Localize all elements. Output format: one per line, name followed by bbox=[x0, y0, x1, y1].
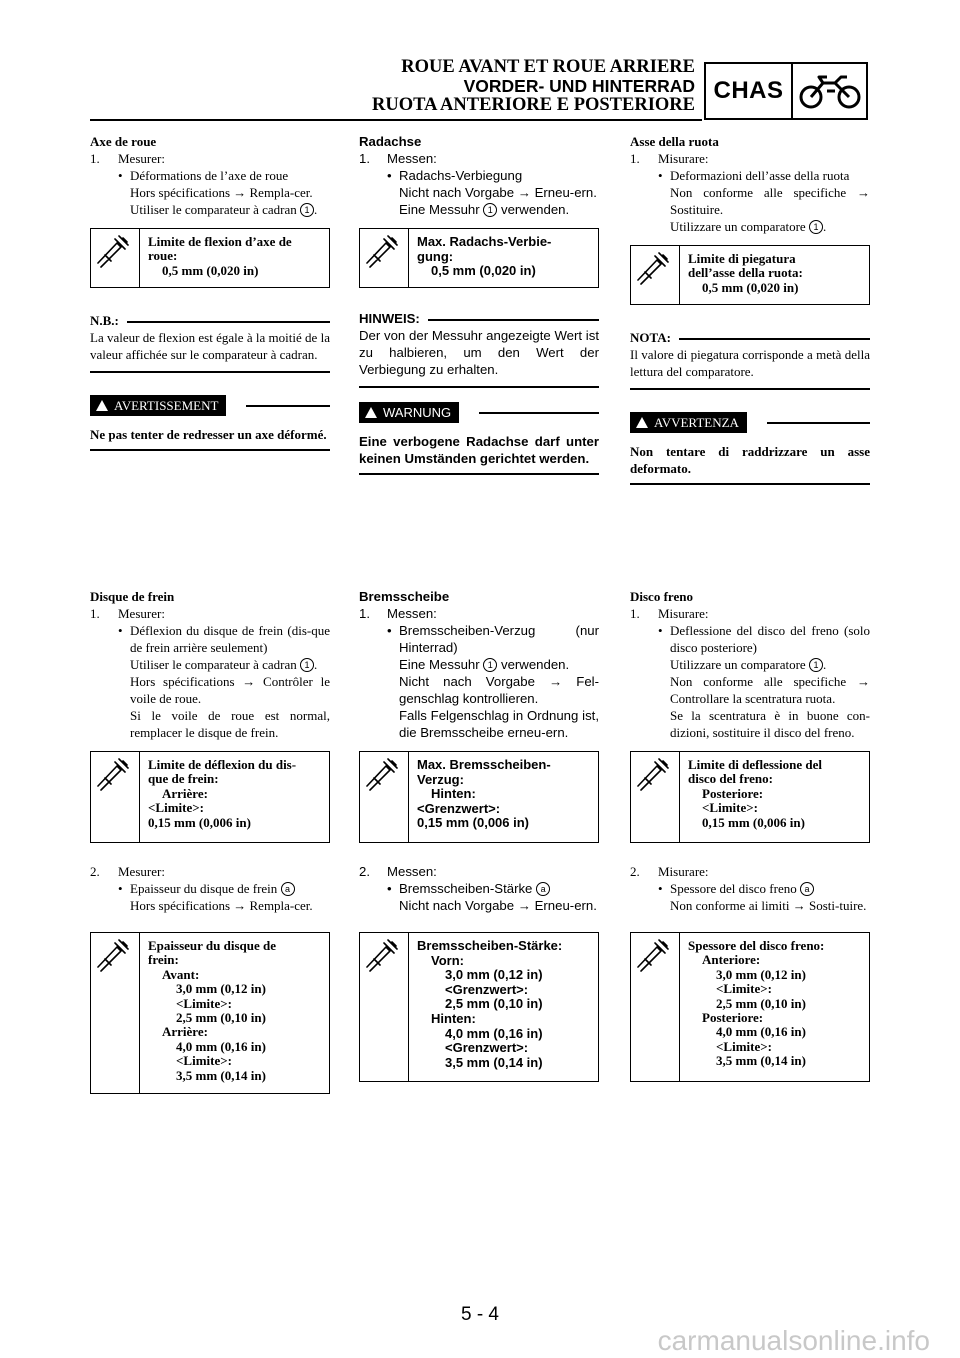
instruction: Falls Felgenschlag in Ordnung ist, die Bremsscheibe erneu-ern. bbox=[399, 708, 599, 740]
warning-icon bbox=[365, 407, 377, 418]
instruction: Utilizzare un comparatore 1 . bbox=[670, 219, 827, 234]
ref-marker: 1 bbox=[483, 658, 497, 672]
bullet-item: Bremsscheiben-Stärke a bbox=[399, 880, 550, 897]
wrench-icon bbox=[360, 229, 409, 287]
spec-box: Max. Radachs-Verbie- gung: 0,5 mm (0,020 in) bbox=[359, 228, 599, 288]
spec-box: Bremsscheiben-Stärke: Vorn: 3,0 mm (0,12 in) <Grenzwert>: 2,5 mm (0,10 in) Hinten: 4,0 mm (0,16 in) <Grenzwert>: 3,5 mm (0,14 in) bbox=[359, 932, 599, 1082]
header-rule bbox=[90, 119, 702, 121]
step-label: Messen: bbox=[387, 864, 437, 879]
instruction: Eine Messuhr 1 verwenden. bbox=[399, 202, 570, 217]
step-label: Misurare: bbox=[658, 151, 709, 166]
warning-header: AVVERTENZA bbox=[630, 412, 870, 433]
wrench-icon bbox=[360, 752, 409, 842]
wrench-icon bbox=[91, 752, 140, 842]
watermark: carmanualsonline.info bbox=[657, 1325, 930, 1356]
step-label: Mesurer: bbox=[118, 606, 165, 621]
note-end-rule bbox=[630, 388, 870, 390]
motorcycle-icon bbox=[793, 64, 866, 118]
section-label: CHAS bbox=[706, 64, 793, 118]
note-header: NOTA: bbox=[630, 329, 870, 346]
warning-text: Eine verbogene Radachse darf unter keinen Umständen gerichtet werden. bbox=[359, 434, 599, 466]
section-heading: Radachse bbox=[359, 134, 422, 149]
instruction: Non conforme ai limiti → Sosti-tuire. bbox=[670, 898, 867, 913]
instruction: Non conforme alle specifiche → Controllare la scentratura ruota. bbox=[670, 674, 870, 706]
bullet-item: Déflexion du disque de frein (dis-que de frein arrière seulement) bbox=[130, 623, 330, 655]
wrench-icon bbox=[631, 752, 680, 842]
it-disc-section: Disco freno 1. Misurare: • Deflessione del disco del freno (solo disco posteriore) Utilizzare un comparatore 1 . Non conforme alle specifiche → Controllare la scentratura ruota. Se la scentratura è in buone con-dizioni, sostituire il disco del freno. Limite di deflessione del disco del freno: Posteriore: <Limite>: 0,15 mm (0,006 in) 2. Misurare: • Spessore del disco freno a Non conforme ai limiti → Sosti-tuire. Spessore del disco freno: Anteriore: 3,0 mm (0,12 in) <Limite>: 2,5 mm (0,10 in) Posteriore: 4,0 mm (0,16 in) <Limite>: 3,5 mm (0,14 in) bbox=[630, 588, 870, 1082]
warning-icon bbox=[96, 400, 108, 411]
spec-box: Limite de flexion d’axe de roue: 0,5 mm (0,020 in) bbox=[90, 228, 330, 288]
instruction: Non conforme alle specifiche → Sostituire. bbox=[670, 185, 870, 217]
section-tab bbox=[704, 62, 868, 120]
instruction: Nicht nach Vorgabe → Erneu-ern. bbox=[399, 185, 597, 200]
instruction: Utiliser le comparateur à cadran 1 . bbox=[130, 202, 318, 217]
instruction: Hors spécifications → Rempla-cer. bbox=[130, 185, 313, 200]
ref-marker: 1 bbox=[809, 658, 823, 672]
de-axle-section: Radachse 1. Messen: • Radachs-Verbiegung Nicht nach Vorgabe → Erneu-ern. Eine Messuhr 1 verwenden. Max. Radachs-Verbie- gung: 0,5 mm (0,020 in) HINWEIS: Der von der Messuhr angezeigte Wert ist zu halbieren, um den Wert der Verbiegung zu erhalten. WARNUNG Eine verbogene Radachse darf unter keinen Umständen gerichtet werden. bbox=[359, 133, 599, 475]
section-heading: Disque de frein bbox=[90, 589, 175, 604]
page-header-titles bbox=[372, 58, 695, 115]
note-end-rule bbox=[90, 371, 330, 373]
wrench-icon bbox=[631, 246, 680, 304]
title-de: VORDER- UND HINTERRAD bbox=[463, 76, 695, 96]
instruction: Se la scentratura è in buone con-dizioni, sostituire il disco del freno. bbox=[670, 708, 870, 740]
spec-box: Max. Bremsscheiben- Verzug: Hinten: <Grenzwert>: 0,15 mm (0,006 in) bbox=[359, 751, 599, 843]
bullet-item: Spessore del disco freno a bbox=[670, 880, 814, 897]
note-end-rule bbox=[359, 386, 599, 388]
title-fr: ROUE AVANT ET ROUE ARRIERE bbox=[401, 57, 695, 77]
instruction: Nicht nach Vorgabe → Erneu-ern. bbox=[399, 898, 597, 913]
note-text: La valeur de flexion est égale à la moitié de la valeur affichée sur le comparateur à cadran. bbox=[90, 330, 330, 362]
spec-box: Limite di piegatura dell’asse della ruota: 0,5 mm (0,020 in) bbox=[630, 245, 870, 305]
section-heading: Disco freno bbox=[630, 589, 693, 604]
fr-axle-section: Axe de roue 1. Mesurer: • Déformations de l’axe de roue Hors spécifications → Rempla-cer. Utiliser le comparateur à cadran 1 . Limite de flexion d’axe de roue: 0,5 mm (0,020 in) N.B.: La valeur de flexion est égale à la moitié de la valeur affichée sur le comparateur à cadran. AVERTISSEMENT Ne pas tenter de redresser un axe déformé. bbox=[90, 133, 330, 451]
instruction: Utilizzare un comparatore 1 . bbox=[670, 657, 827, 672]
instruction: Si le voile de roue est normal, remplacer le disque de frein. bbox=[130, 708, 330, 740]
wrench-icon bbox=[631, 933, 680, 1081]
bullet-item: Deflessione del disco del freno (solo disco posteriore) bbox=[670, 623, 870, 655]
wrench-icon bbox=[360, 933, 409, 1081]
spec-box: Epaisseur du disque de frein: Avant: 3,0 mm (0,12 in) <Limite>: 2,5 mm (0,10 in) Arrière: 4,0 mm (0,16 in) <Limite>: 3,5 mm (0,14 in) bbox=[90, 932, 330, 1094]
ref-marker: 1 bbox=[300, 658, 314, 672]
ref-marker: 1 bbox=[483, 203, 497, 217]
instruction: Eine Messuhr 1 verwenden. bbox=[399, 657, 570, 672]
instruction: Utiliser le comparateur à cadran 1 . bbox=[130, 657, 318, 672]
section-heading: Axe de roue bbox=[90, 134, 157, 149]
ref-marker: 1 bbox=[809, 220, 823, 234]
note-header: HINWEIS: bbox=[359, 310, 599, 327]
wrench-icon bbox=[91, 229, 140, 287]
note-text: Il valore di piegatura corrisponde a metà della lettura del comparatore. bbox=[630, 347, 870, 379]
bullet-item: Déformations de l’axe de roue bbox=[130, 168, 289, 183]
page-number: 5 - 4 bbox=[460, 1304, 500, 1325]
step-label: Messen: bbox=[387, 606, 437, 621]
step-label: Messen: bbox=[387, 151, 437, 166]
step-label: Misurare: bbox=[658, 864, 709, 879]
warning-end-rule bbox=[90, 449, 330, 451]
title-it: RUOTA ANTERIORE E POSTERIORE bbox=[372, 95, 695, 115]
warning-icon bbox=[636, 417, 648, 428]
step-label: Misurare: bbox=[658, 606, 709, 621]
bullet-item: Radachs-Verbiegung bbox=[399, 168, 523, 183]
note-header: N.B.: bbox=[90, 312, 330, 329]
note-text: Der von der Messuhr angezeigte Wert ist zu halbieren, um den Wert der Verbiegung zu erhalten. bbox=[359, 328, 599, 377]
section-heading: Asse della ruota bbox=[630, 134, 719, 149]
de-disc-section: Bremsscheibe 1. Messen: • Bremsscheiben-Verzug (nur Hinterrad) Eine Messuhr 1 verwenden. Nicht nach Vorgabe → Fel-genschlag kontrollieren. Falls Felgenschlag in Ordnung ist, die Bremsscheibe erneu-ern. Max. Bremsscheiben- Verzug: Hinten: <Grenzwert>: 0,15 mm (0,006 in) 2. Messen: • Bremsscheiben-Stärke a Nicht nach Vorgabe → Erneu-ern. Bremsscheiben-Stärke: Vorn: 3,0 mm (0,12 in) <Grenzwert>: 2,5 mm (0,10 in) Hinten: 4,0 mm (0,16 in) <Grenzwert>: 3,5 mm (0,14 in) bbox=[359, 588, 599, 1082]
spec-box: Limite de déflexion du dis- que de frein: Arrière: <Limite>: 0,15 mm (0,006 in) bbox=[90, 751, 330, 843]
step-label: Mesurer: bbox=[118, 864, 165, 879]
warning-end-rule bbox=[630, 483, 870, 485]
ref-marker: 1 bbox=[300, 203, 314, 217]
bullet-item: Deformazioni dell’asse della ruota bbox=[670, 168, 850, 183]
warning-text: Non tentare di raddrizzare un asse deformato. bbox=[630, 444, 870, 476]
instruction: Hors spécifications → Rempla-cer. bbox=[130, 898, 313, 913]
spec-box: Spessore del disco freno: Anteriore: 3,0 mm (0,12 in) <Limite>: 2,5 mm (0,10 in) Posteriore: 4,0 mm (0,16 in) <Limite>: 3,5 mm (0,14 in) bbox=[630, 932, 870, 1082]
warning-header: AVERTISSEMENT bbox=[90, 395, 330, 416]
warning-header: WARNUNG bbox=[359, 402, 599, 423]
fr-disc-section: Disque de frein 1. Mesurer: • Déflexion du disque de frein (dis-que de frein arrière seulement) Utiliser le comparateur à cadran 1 . Hors spécifications → Contrôler le voile de roue. Si le voile de roue est normal, remplacer le disque de frein. Limite de déflexion du dis- que de frein: Arrière: <Limite>: 0,15 mm (0,006 in) 2. Mesurer: • Epaisseur du disque de frein a Hors spécifications → Rempla-cer. Epaisseur du disque de frein: Avant: 3,0 mm (0,12 in) <Limite>: 2,5 mm (0,10 in) Arrière: 4,0 mm (0,16 in) <Limite>: 3,5 mm (0,14 in) bbox=[90, 588, 330, 1094]
warning-text: Ne pas tenter de redresser un axe déformé. bbox=[90, 427, 327, 442]
step-label: Mesurer: bbox=[118, 151, 165, 166]
ref-marker: a bbox=[800, 882, 814, 896]
section-heading: Bremsscheibe bbox=[359, 589, 450, 604]
instruction: Nicht nach Vorgabe → Fel-genschlag kontrollieren. bbox=[399, 674, 599, 706]
warning-end-rule bbox=[359, 473, 599, 475]
wrench-icon bbox=[91, 933, 140, 1093]
spec-box: Limite di deflessione del disco del freno: Posteriore: <Limite>: 0,15 mm (0,006 in) bbox=[630, 751, 870, 843]
ref-marker: a bbox=[536, 882, 550, 896]
bullet-item: Epaisseur du disque de frein a bbox=[130, 880, 295, 897]
it-axle-section: Asse della ruota 1. Misurare: • Deformazioni dell’asse della ruota Non conforme alle specifiche → Sostituire. Utilizzare un comparatore 1 . Limite di piegatura dell’asse della ruota: 0,5 mm (0,020 in) NOTA: Il valore di piegatura corrisponde a metà della lettura del comparatore. AVVERTENZA Non tentare di raddrizzare un asse deformato. bbox=[630, 133, 870, 485]
instruction: Hors spécifications → Contrôler le voile de roue. bbox=[130, 674, 330, 706]
ref-marker: a bbox=[281, 882, 295, 896]
bullet-item: Bremsscheiben-Verzug (nur Hinterrad) bbox=[399, 623, 599, 655]
